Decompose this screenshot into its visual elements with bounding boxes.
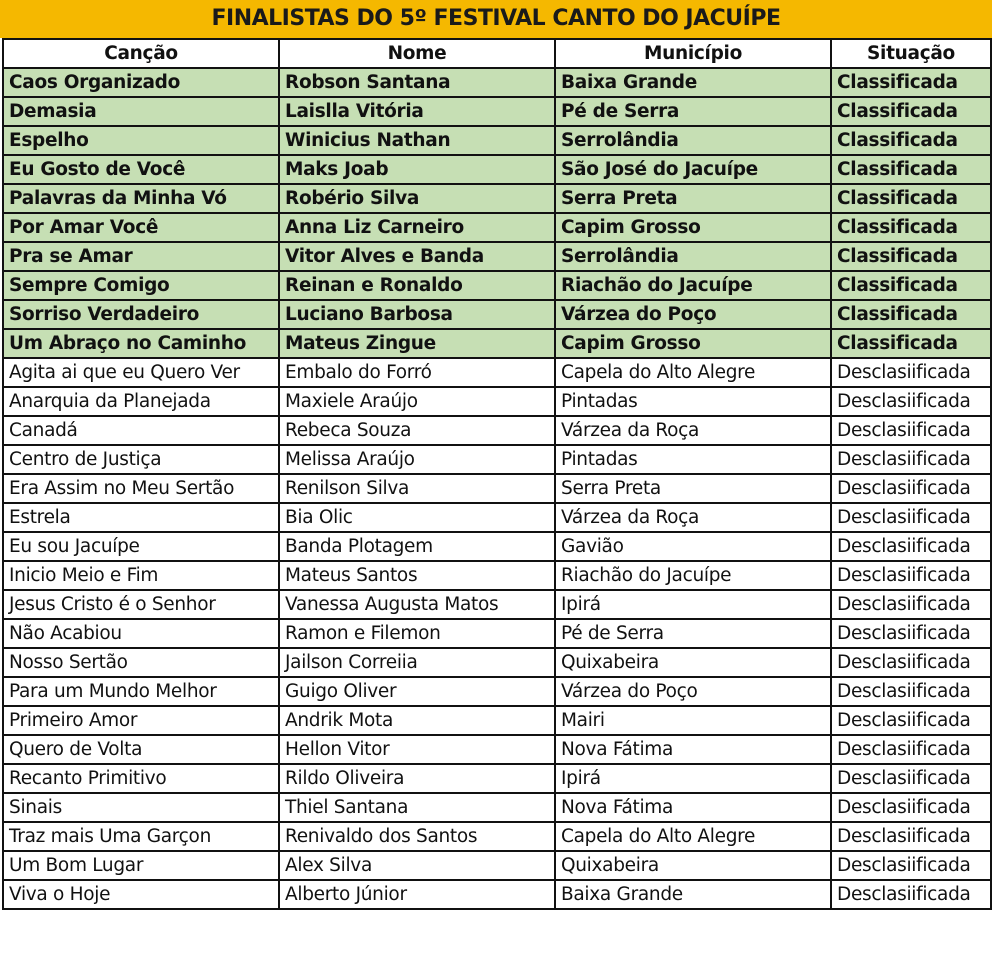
song-cell: Jesus Cristo é o Senhor: [3, 590, 279, 619]
status-cell: Classificada: [831, 329, 991, 358]
table-row: [3, 532, 991, 561]
table-row: [3, 271, 991, 300]
song-cell: Centro de Justiça: [3, 445, 279, 474]
name-cell: Maks Joab: [279, 155, 555, 184]
song-cell: Demasia: [3, 97, 279, 126]
table-row: [3, 329, 991, 358]
table-row: [3, 503, 991, 532]
table-row: [3, 68, 991, 97]
name-cell: Anna Liz Carneiro: [279, 213, 555, 242]
table-row: [3, 561, 991, 590]
municipality-cell: Várzea da Roça: [555, 503, 831, 532]
municipality-cell: Capela do Alto Alegre: [555, 358, 831, 387]
table-row: [3, 735, 991, 764]
status-cell: Desclasiificada: [831, 387, 991, 416]
status-cell: Desclasiificada: [831, 706, 991, 735]
municipality-cell: Pé de Serra: [555, 97, 831, 126]
table-row: [3, 822, 991, 851]
status-cell: Desclasiificada: [831, 851, 991, 880]
municipality-cell: Gavião: [555, 532, 831, 561]
status-cell: Classificada: [831, 126, 991, 155]
song-cell: Um Bom Lugar: [3, 851, 279, 880]
municipality-cell: Serrolândia: [555, 126, 831, 155]
municipality-cell: Capim Grosso: [555, 329, 831, 358]
status-cell: Desclasiificada: [831, 677, 991, 706]
status-cell: Classificada: [831, 213, 991, 242]
municipality-cell: Ipirá: [555, 764, 831, 793]
status-cell: Desclasiificada: [831, 735, 991, 764]
municipality-cell: Serrolândia: [555, 242, 831, 271]
status-cell: Desclasiificada: [831, 822, 991, 851]
song-cell: Sinais: [3, 793, 279, 822]
table-row: [3, 184, 991, 213]
municipality-cell: Quixabeira: [555, 851, 831, 880]
song-cell: Nosso Sertão: [3, 648, 279, 677]
municipality-cell: Capela do Alto Alegre: [555, 822, 831, 851]
song-cell: Sempre Comigo: [3, 271, 279, 300]
table-row: [3, 793, 991, 822]
song-cell: Viva o Hoje: [3, 880, 279, 909]
name-cell: Alex Silva: [279, 851, 555, 880]
header-municipality: Município: [555, 39, 831, 68]
status-cell: Desclasiificada: [831, 880, 991, 909]
name-cell: Renivaldo dos Santos: [279, 822, 555, 851]
name-cell: Mateus Santos: [279, 561, 555, 590]
table-row: [3, 851, 991, 880]
song-cell: Quero de Volta: [3, 735, 279, 764]
song-cell: Recanto Primitivo: [3, 764, 279, 793]
song-cell: Estrela: [3, 503, 279, 532]
song-cell: Canadá: [3, 416, 279, 445]
song-cell: Pra se Amar: [3, 242, 279, 271]
name-cell: Rebeca Souza: [279, 416, 555, 445]
status-cell: Desclasiificada: [831, 793, 991, 822]
municipality-cell: Mairi: [555, 706, 831, 735]
name-cell: Guigo Oliver: [279, 677, 555, 706]
municipality-cell: Riachão do Jacuípe: [555, 561, 831, 590]
status-cell: Desclasiificada: [831, 503, 991, 532]
municipality-cell: Nova Fátima: [555, 735, 831, 764]
song-cell: Para um Mundo Melhor: [3, 677, 279, 706]
status-cell: Classificada: [831, 242, 991, 271]
status-cell: Desclasiificada: [831, 532, 991, 561]
song-cell: Não Acabiou: [3, 619, 279, 648]
song-cell: Agita ai que eu Quero Ver: [3, 358, 279, 387]
municipality-cell: Baixa Grande: [555, 68, 831, 97]
status-cell: Classificada: [831, 300, 991, 329]
table-row: [3, 387, 991, 416]
table-body: [3, 68, 991, 909]
table-row: [3, 677, 991, 706]
municipality-cell: Pintadas: [555, 387, 831, 416]
status-cell: Classificada: [831, 68, 991, 97]
municipality-cell: Serra Preta: [555, 474, 831, 503]
name-cell: Melissa Araújo: [279, 445, 555, 474]
municipality-cell: Baixa Grande: [555, 880, 831, 909]
table-row: [3, 706, 991, 735]
table-row: [3, 358, 991, 387]
name-cell: Luciano Barbosa: [279, 300, 555, 329]
table-row: [3, 97, 991, 126]
status-cell: Desclasiificada: [831, 416, 991, 445]
header-name: Nome: [279, 39, 555, 68]
municipality-cell: Riachão do Jacuípe: [555, 271, 831, 300]
song-cell: Traz mais Uma Garçon: [3, 822, 279, 851]
status-cell: Desclasiificada: [831, 764, 991, 793]
name-cell: Winicius Nathan: [279, 126, 555, 155]
municipality-cell: Várzea do Poço: [555, 677, 831, 706]
table-row: [3, 300, 991, 329]
name-cell: Reinan e Ronaldo: [279, 271, 555, 300]
song-cell: Um Abraço no Caminho: [3, 329, 279, 358]
song-cell: Eu sou Jacuípe: [3, 532, 279, 561]
name-cell: Vitor Alves e Banda: [279, 242, 555, 271]
status-cell: Desclasiificada: [831, 590, 991, 619]
municipality-cell: Nova Fátima: [555, 793, 831, 822]
municipality-cell: Quixabeira: [555, 648, 831, 677]
status-cell: Classificada: [831, 271, 991, 300]
table-row: [3, 619, 991, 648]
name-cell: Vanessa Augusta Matos: [279, 590, 555, 619]
song-cell: Por Amar Você: [3, 213, 279, 242]
name-cell: Rildo Oliveira: [279, 764, 555, 793]
table-row: [3, 242, 991, 271]
name-cell: Hellon Vitor: [279, 735, 555, 764]
table-row: [3, 155, 991, 184]
municipality-cell: Várzea do Poço: [555, 300, 831, 329]
name-cell: Mateus Zingue: [279, 329, 555, 358]
status-cell: Desclasiificada: [831, 474, 991, 503]
name-cell: Maxiele Araújo: [279, 387, 555, 416]
song-cell: Caos Organizado: [3, 68, 279, 97]
municipality-cell: Pintadas: [555, 445, 831, 474]
name-cell: Robson Santana: [279, 68, 555, 97]
song-cell: Sorriso Verdadeiro: [3, 300, 279, 329]
table-row: [3, 764, 991, 793]
municipality-cell: São José do Jacuípe: [555, 155, 831, 184]
header-row: [3, 39, 991, 68]
name-cell: Alberto Júnior: [279, 880, 555, 909]
status-cell: Desclasiificada: [831, 445, 991, 474]
name-cell: Laislla Vitória: [279, 97, 555, 126]
table-row: [3, 445, 991, 474]
song-cell: Anarquia da Planejada: [3, 387, 279, 416]
sheet-title: FINALISTAS DO 5º FESTIVAL CANTO DO JACUÍPE: [0, 0, 992, 38]
status-cell: Desclasiificada: [831, 648, 991, 677]
name-cell: Andrik Mota: [279, 706, 555, 735]
finalists-table: [2, 38, 992, 910]
name-cell: Thiel Santana: [279, 793, 555, 822]
table-row: [3, 648, 991, 677]
name-cell: Banda Plotagem: [279, 532, 555, 561]
municipality-cell: Pé de Serra: [555, 619, 831, 648]
name-cell: Embalo do Forró: [279, 358, 555, 387]
song-cell: Palavras da Minha Vó: [3, 184, 279, 213]
table-row: [3, 590, 991, 619]
song-cell: Espelho: [3, 126, 279, 155]
table-row: [3, 880, 991, 909]
name-cell: Ramon e Filemon: [279, 619, 555, 648]
municipality-cell: Capim Grosso: [555, 213, 831, 242]
municipality-cell: Várzea da Roça: [555, 416, 831, 445]
municipality-cell: Ipirá: [555, 590, 831, 619]
song-cell: Era Assim no Meu Sertão: [3, 474, 279, 503]
song-cell: Eu Gosto de Você: [3, 155, 279, 184]
header-song: Canção: [3, 39, 279, 68]
name-cell: Bia Olic: [279, 503, 555, 532]
municipality-cell: Serra Preta: [555, 184, 831, 213]
header-status: Situação: [831, 39, 991, 68]
song-cell: Primeiro Amor: [3, 706, 279, 735]
status-cell: Desclasiificada: [831, 358, 991, 387]
status-cell: Desclasiificada: [831, 619, 991, 648]
name-cell: Robério Silva: [279, 184, 555, 213]
table-row: [3, 416, 991, 445]
table-row: [3, 126, 991, 155]
name-cell: Renilson Silva: [279, 474, 555, 503]
status-cell: Classificada: [831, 155, 991, 184]
name-cell: Jailson Correiia: [279, 648, 555, 677]
status-cell: Classificada: [831, 97, 991, 126]
status-cell: Desclasiificada: [831, 561, 991, 590]
table-row: [3, 213, 991, 242]
table-row: [3, 474, 991, 503]
song-cell: Inicio Meio e Fim: [3, 561, 279, 590]
status-cell: Classificada: [831, 184, 991, 213]
